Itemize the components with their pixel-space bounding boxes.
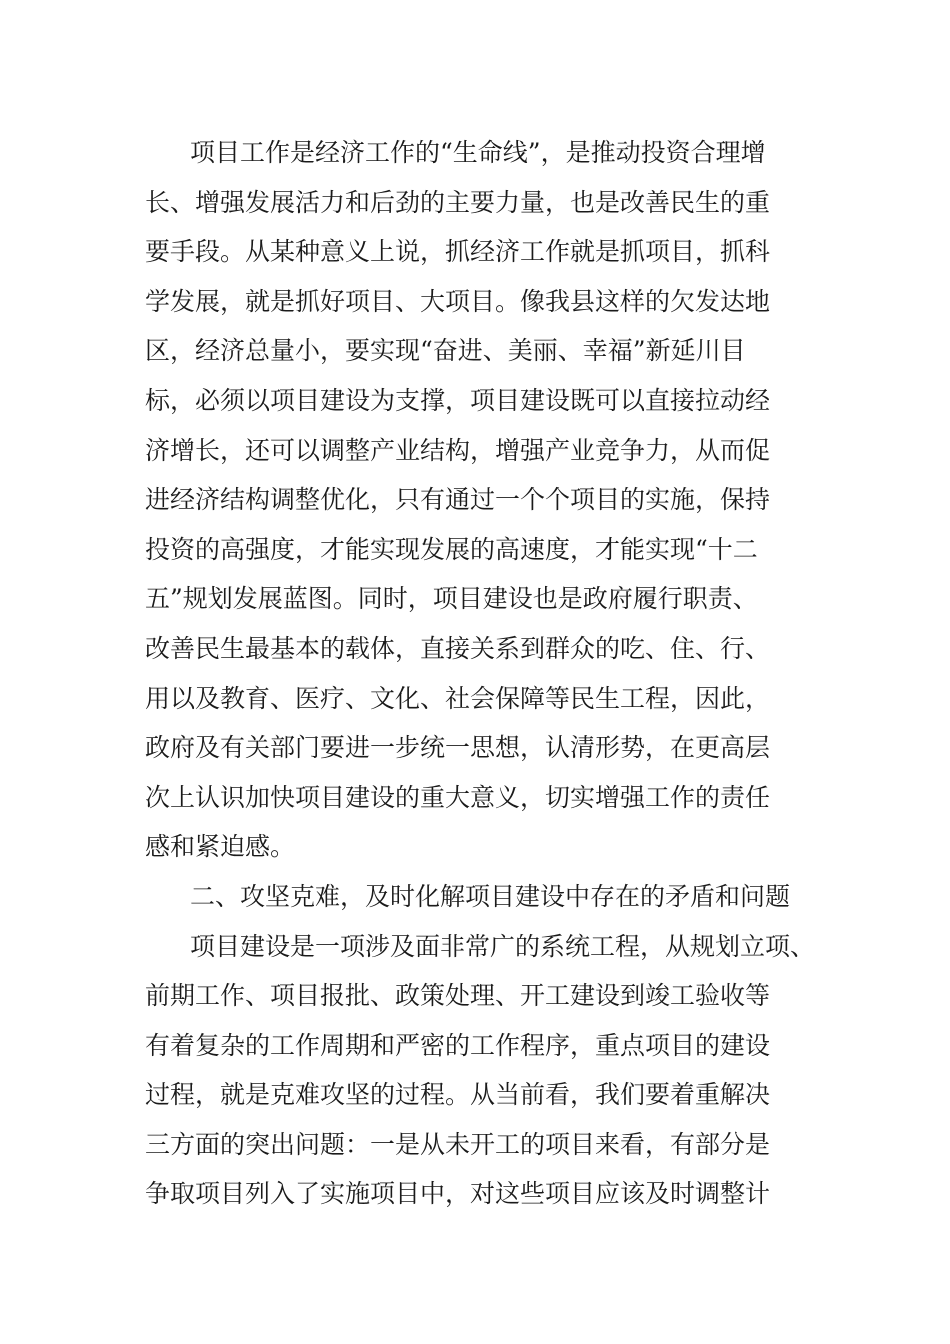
paragraph-line: 感和紧迫感。 xyxy=(145,832,296,862)
paragraph-line: 用以及教育、医疗、文化、社会保障等民生工程，因此， xyxy=(145,683,771,713)
paragraph-line: 三方面的突出问题：一是从未开工的项目来看，有部分是 xyxy=(145,1129,771,1159)
paragraph-line: 学发展，就是抓好项目、大项目。像我县这样的欠发达地 xyxy=(145,286,771,316)
paragraph-line: 长、增强发展活力和后劲的主要力量，也是改善民生的重 xyxy=(145,187,771,217)
paragraph-line: 区，经济总量小，要实现“奋进、美丽、幸福”新延川目 xyxy=(145,336,746,366)
paragraph-line: 前期工作、项目报批、政策处理、开工建设到竣工验收等 xyxy=(145,981,771,1011)
paragraph-line: 过程，就是克难攻坚的过程。从当前看，我们要着重解决 xyxy=(145,1080,771,1110)
paragraph-line: 进经济结构调整优化，只有通过一个个项目的实施，保持 xyxy=(145,485,771,515)
paragraph-line: 项目工作是经济工作的“生命线”，是推动投资合理增 xyxy=(190,138,766,167)
document-body xyxy=(145,128,815,1219)
paragraph-line: 五”规划发展蓝图。同时，项目建设也是政府履行职责、 xyxy=(145,584,758,614)
paragraph-line: 要手段。从某种意义上说，抓经济工作就是抓项目，抓科 xyxy=(145,237,771,267)
paragraph-line: 标，必须以项目建设为支撑，项目建设既可以直接拉动经 xyxy=(145,385,771,415)
section-heading: 二、攻坚克难，及时化解项目建设中存在的矛盾和问题 xyxy=(190,881,791,911)
paragraph-line: 项目建设是一项涉及面非常广的系统工程，从规划立项、 xyxy=(190,931,816,961)
paragraph-line: 改善民生最基本的载体，直接关系到群众的吃、住、行、 xyxy=(145,633,771,663)
paragraph-line: 有着复杂的工作周期和严密的工作程序，重点项目的建设 xyxy=(145,1030,771,1060)
paragraph-line: 争取项目列入了实施项目中，对这些项目应该及时调整计 xyxy=(145,1179,771,1209)
paragraph-line: 投资的高强度，才能实现发展的高速度，才能实现“十二 xyxy=(145,534,758,564)
paragraph-line: 政府及有关部门要进一步统一思想，认清形势，在更高层 xyxy=(145,733,771,763)
paragraph-line: 次上认识加快项目建设的重大意义，切实增强工作的责任 xyxy=(145,782,771,812)
paragraph-line: 济增长，还可以调整产业结构，增强产业竞争力，从而促 xyxy=(145,435,771,465)
